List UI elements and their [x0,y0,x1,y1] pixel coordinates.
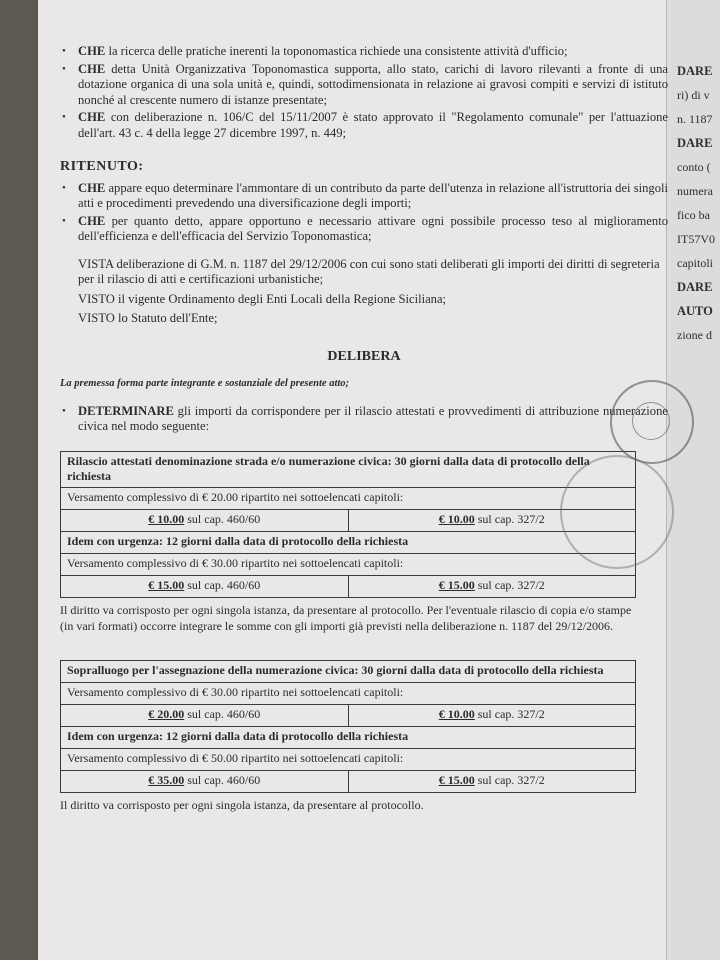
table-header: Idem con urgenza: 12 giorni dalla data di protocollo della richiesta [61,531,636,553]
note-text: Il diritto va corrisposto per ogni singola istanza, da presentare al protocollo. Per l'eventuale rilascio di copia e/o stampe (in vari formati) occorre integrare le somme con gli importi già previsti nella deliberazione n. 1187 del 29/12/2006. [60,602,632,633]
table-cell: € 15.00 sul cap. 327/2 [348,575,636,597]
note-text: Il diritto va corrisposto per ogni singola istanza, da presentare al protocollo. [60,797,424,812]
ritenuto-bullet: • CHE per quanto detto, appare opportuno e necessario attivare ogni possibile processo teso al miglioramento dell'efficienza e dell'efficacia del Servizio Toponomastica; [60,214,668,245]
side-text: ri) di v [677,88,710,102]
table-cell: € 10.00 sul cap. 327/2 [348,509,636,531]
visto-line: VISTO il vigente Ordinamento degli Enti Locali della Regione Siciliana; [78,291,447,306]
table-cell: € 10.00 sul cap. 327/2 [348,704,636,726]
adjacent-page [666,0,720,960]
side-text: DARE [677,136,713,150]
table-row: Versamento complessivo di € 30.00 ripartito nei sottoelencati capitoli: [61,682,636,704]
intro-bullet: • CHE la ricerca delle pratiche inerenti la toponomastica richiede una consistente attività d'ufficio; [60,44,668,60]
table-cell: € 35.00 sul cap. 460/60 [61,770,349,792]
side-text: fico ba [677,208,710,222]
table-header: Rilascio attestati denominazione strada e/o numerazione civica: 30 giorni dalla data di protocollo della richiesta [61,451,636,487]
table-cell: € 15.00 sul cap. 460/60 [61,575,349,597]
official-stamp-icon [560,455,674,569]
intro-bullet: • CHE detta Unità Organizzativa Toponomastica supporta, allo stato, carichi di lavoro rilevanti a fronte di una dotazione organica di una sola unità e, quindi, sottodimensionata in relazione ai gravosi compiti e servizi di istituto nonché al crescente numero di istanze presentate; [60,62,668,109]
ritenuto-heading: RITENUTO: [60,159,144,174]
side-text: zione d [677,328,712,342]
table-header: Sopralluogo per l'assegnazione della numerazione civica: 30 giorni dalla data di protocollo della richiesta [61,660,636,682]
table-cell: € 15.00 sul cap. 327/2 [348,770,636,792]
side-text: n. 1187 [677,112,713,126]
vista-line: VISTA deliberazione di G.M. n. 1187 del 29/12/2006 con cui sono stati deliberati gli importi dei diritti di segreteria per il rilascio di atti e certificazioni urbanistiche; [78,256,660,286]
side-text: IT57V0 [677,232,715,246]
determinare-bullet: • DETERMINARE gli importi da corrispondere per il rilascio attestati e provvedimenti di attribuzione numerazione civica nel modo seguente: [60,404,668,435]
side-text: capitoli [677,256,713,270]
visto-line: VISTO lo Statuto dell'Ente; [78,311,218,325]
ritenuto-bullet: • CHE appare equo determinare l'ammontare di un contributo da parte dell'utenza in relazione all'istruttoria dei singoli atti e procedimenti prevedendo una diversificazione degli importi; [60,181,668,212]
table-row: Versamento complessivo di € 50.00 ripartito nei sottoelencati capitoli: [61,748,636,770]
delibera-title: DELIBERA [327,348,401,364]
intro-bullet: • CHE con deliberazione n. 106/C del 15/11/2007 è stato approvato il "Regolamento comunale" per l'attuazione dell'art. 43 c. 4 della legge 27 dicembre 1997, n. 449; [60,110,668,141]
official-seal-icon [610,380,694,464]
document-body [60,44,668,813]
table-cell: € 10.00 sul cap. 460/60 [61,509,349,531]
table-row: Versamento complessivo di € 20.00 ripartito nei sottoelencati capitoli: [61,487,636,509]
table-header: Idem con urgenza: 12 giorni dalla data di protocollo della richiesta [61,726,636,748]
premessa-text: La premessa forma parte integrante e sostanziale del presente atto; [60,378,350,389]
side-text: DARE [677,280,713,294]
fees-table-attestati [60,451,636,598]
table-cell: € 20.00 sul cap. 460/60 [61,704,349,726]
side-text: conto ( [677,160,711,174]
fees-table-sopralluogo [60,660,636,793]
table-row: Versamento complessivo di € 30.00 ripartito nei sottoelencati capitoli: [61,553,636,575]
side-text: numera [677,184,713,198]
side-text: DARE [677,64,713,78]
side-text: AUTO [677,304,713,318]
